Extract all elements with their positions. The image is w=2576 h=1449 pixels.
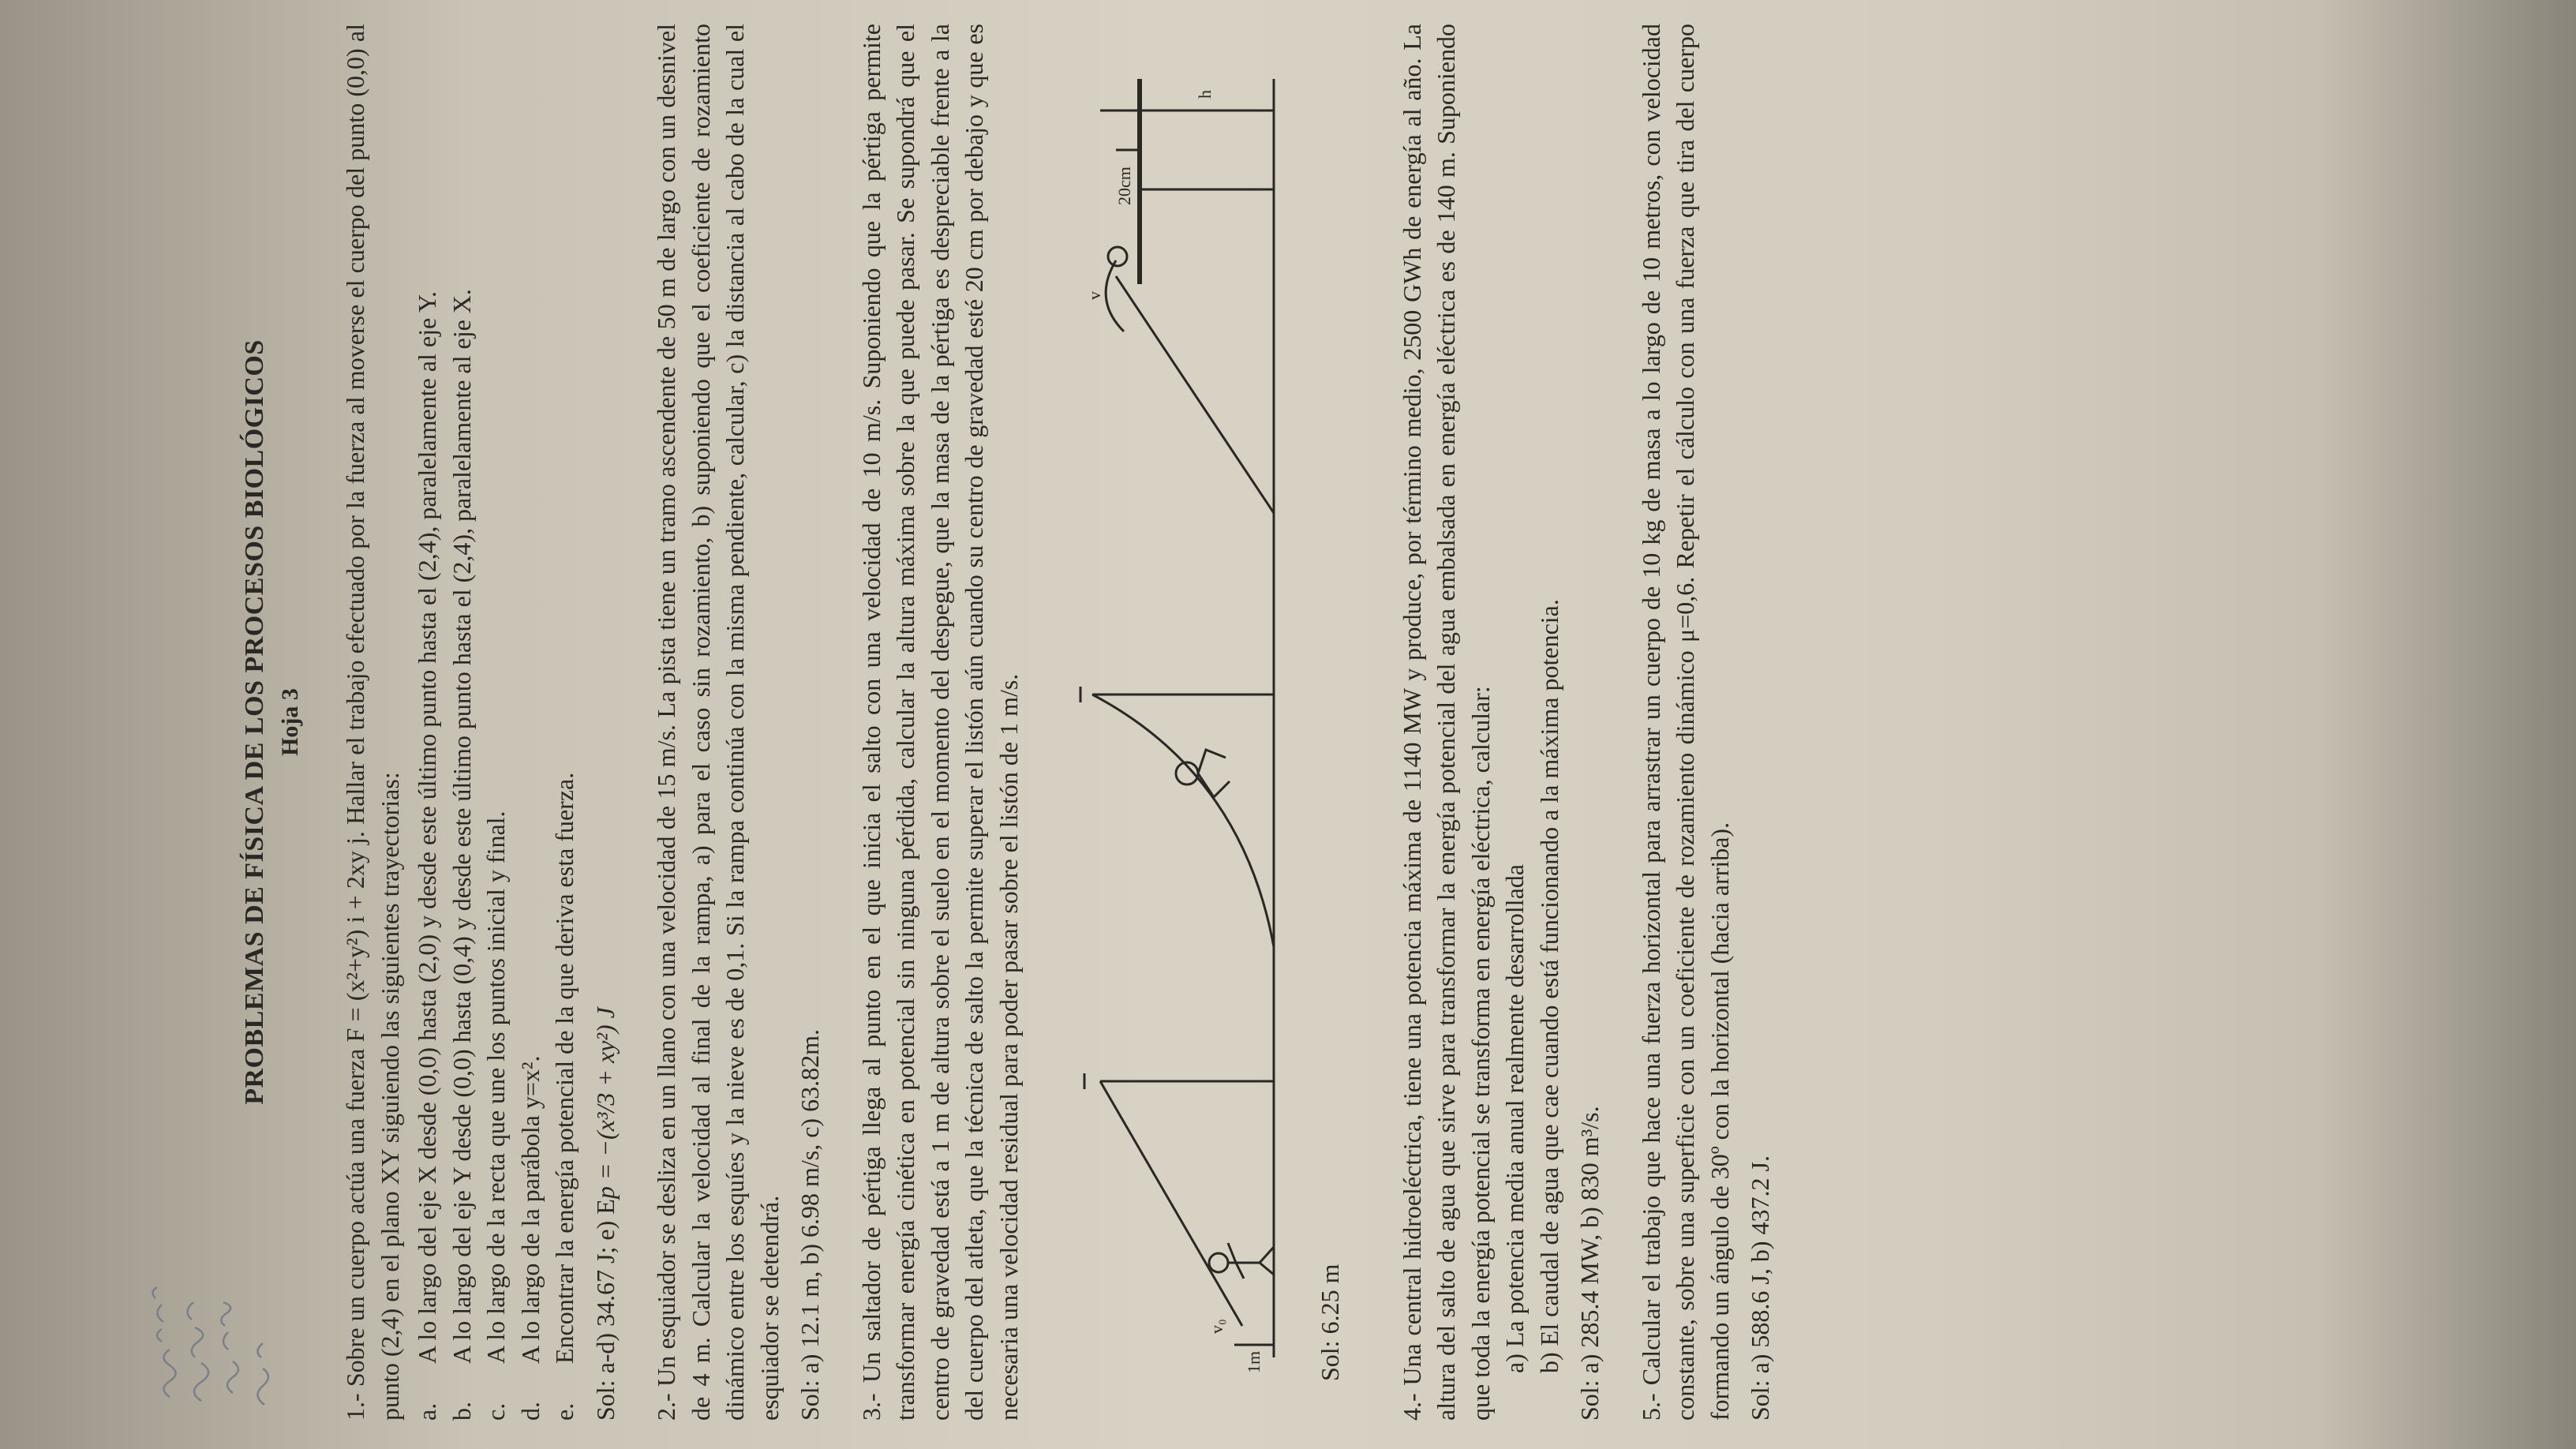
pole-3 <box>1116 276 1274 513</box>
item-label: c. <box>481 1402 511 1421</box>
problem-number: 2.- <box>652 1393 681 1421</box>
solution: Sol: a) 588.6 J, b) 437.2 J. <box>1746 1155 1775 1421</box>
subitem-a: a) La potencia media anual realmente desarrollada <box>1500 864 1530 1373</box>
item-label: e. <box>550 1402 579 1421</box>
problem-text: Un saltador de pértiga llega al punto en el que inicia el salto con una velocidad de 10 m/s. Suponiendo que la pértiga permite transformar energía cinética en potencial sin ninguna pérdida, calcular la altura máxima sobre la que puede pasar. Se supondrá que el centro de gravedad está a 1 m de altura sobre el suelo en el momento del despegue, que la masa de la pértiga es despreciable frente a la del cuerpo del atleta, que la técnica de salto la permite superar el listón aún cuando su centro de gravedad esté 20 cm por debajo y que es necesaria una velocidad residual para poder pasar sobre el listón de 1 m/s. <box>856 23 1023 1421</box>
list-item <box>479 24 514 1421</box>
athlete-3-head <box>1108 247 1127 266</box>
item-label: a. <box>413 1402 442 1421</box>
document-subtitle: Hoja 3 <box>277 688 304 756</box>
solution-text: Sol: a-d) 34.67 J; e) E <box>590 1199 620 1421</box>
problem-number: 1.- <box>341 1393 370 1421</box>
item-text: A lo largo de la parábola y=x². <box>515 1055 545 1364</box>
pole-2 <box>1092 695 1274 947</box>
solution <box>589 24 623 1421</box>
problem-number: 5.- <box>1636 1393 1665 1421</box>
solution: Sol: a) 12.1 m, b) 6.98 m/s, c) 63.82m. <box>796 1029 825 1421</box>
problem-number: 3.- <box>856 1393 886 1421</box>
athlete-1-body <box>1228 1243 1274 1279</box>
item-text: A lo largo del eje X desde (0,0) hasta (2,0) y desde este último punto hasta el (2,4), paralelamente al eje Y. <box>413 291 442 1364</box>
document-page <box>146 24 2245 1421</box>
problem-2 <box>650 24 828 1421</box>
label-v: v <box>1084 291 1105 300</box>
item-text: A lo largo de la recta que une los puntos inicial y final. <box>481 811 511 1364</box>
document-title: PROBLEMAS DE FÍSICA DE LOS PROCESOS BIOLÓGICOS <box>240 339 269 1105</box>
solution: Sol: a) 285.4 MW, b) 830 m³/s. <box>1575 1106 1604 1421</box>
problem-number: 4.- <box>1397 1393 1426 1421</box>
pole-1 <box>1100 1081 1242 1326</box>
subitem-b: b) El caudal de agua que cae cuando está funcionando a la máxima potencia. <box>1534 599 1563 1373</box>
problem-text: Sobre un cuerpo actúa una fuerza F = (x²+y²) i + 2xy j. Hallar el trabajo efectuado por la fuerza al moverse el cuerpo del punto (0,0) al punto (2,4) en el plano XY siguiendo las siguientes trayectorias: <box>341 23 404 1421</box>
pencil-handwriting-scribble <box>146 1271 280 1413</box>
problem-text: Una central hidroeléctrica, tiene una potencia máxima de 1140 MW y produce, por término medio, 2500 GWh de energía al año. La altura del salto de agua que sirve para transformar la energía potencial del agua embalsada en energía eléctrica es de 140 m. Suponiendo que toda la energía potencial se transforma en energía eléctrica, calcular: <box>1397 23 1495 1421</box>
label-20cm: 20cm <box>1114 167 1135 205</box>
list-item <box>548 24 582 1421</box>
list-item <box>410 24 445 1421</box>
solution: Sol: 6.25 m <box>1316 1264 1345 1381</box>
problem-text: Un esquiador se desliza en un llano con una velocidad de 15 m/s. La pista tiene un tramo ascendente de 50 m de largo con un desnivel de 4 m. Calcular la velocidad al final de la rampa, a) para el caso sin rozamiento, b) suponiendo que el coeficiente de rozamiento dinámico entre los esquíes y la nieve es de 0,1. Si la rampa continúa con la misma pendiente, calcular, c) la distancia al cabo de la cual el esquiador se detendrá. <box>652 23 784 1421</box>
label-h: h <box>1195 90 1215 99</box>
problem-1 <box>339 24 623 1421</box>
athlete-2-body <box>1198 750 1230 797</box>
solution-formula: p = −(x³/3 + xy²) J <box>590 1007 620 1200</box>
list-item <box>514 24 549 1421</box>
athlete-1-head <box>1209 1253 1228 1272</box>
item-label: b. <box>447 1402 476 1421</box>
pole-vault-figure <box>1053 24 1290 1421</box>
item-text: Encontrar la energía potencial de la que deriva esta fuerza. <box>550 772 579 1364</box>
page-edge-shadow <box>2316 0 2576 1449</box>
label-v0: v₀ <box>1207 1319 1227 1334</box>
item-list <box>410 24 582 1421</box>
athlete-3-body <box>1106 260 1124 331</box>
problem-4 <box>1395 24 1608 1421</box>
problem-text: Calcular el trabajo que hace una fuerza horizontal para arrastrar un cuerpo de 10 kg de masa a lo largo de 10 metros, con velocidad constante, sobre una superficie con un coeficiente de rozamiento dinámico μ=0,6. Repetir el cálculo con una fuerza que tira del cuerpo formando un ángulo de 30º con la horizontal (hacia arriba). <box>1636 23 1734 1421</box>
item-text: A lo largo del eje Y desde (0,0) hasta (0,4) y desde este último punto hasta el (2,4), paralelamente al eje X. <box>447 289 476 1364</box>
label-1m: 1m <box>1244 1350 1264 1373</box>
item-label: d. <box>515 1402 545 1421</box>
pole-vault-diagram <box>1053 24 1290 1421</box>
problem-3 <box>855 24 1027 1421</box>
problem-5 <box>1634 24 1778 1421</box>
list-item <box>445 24 480 1421</box>
